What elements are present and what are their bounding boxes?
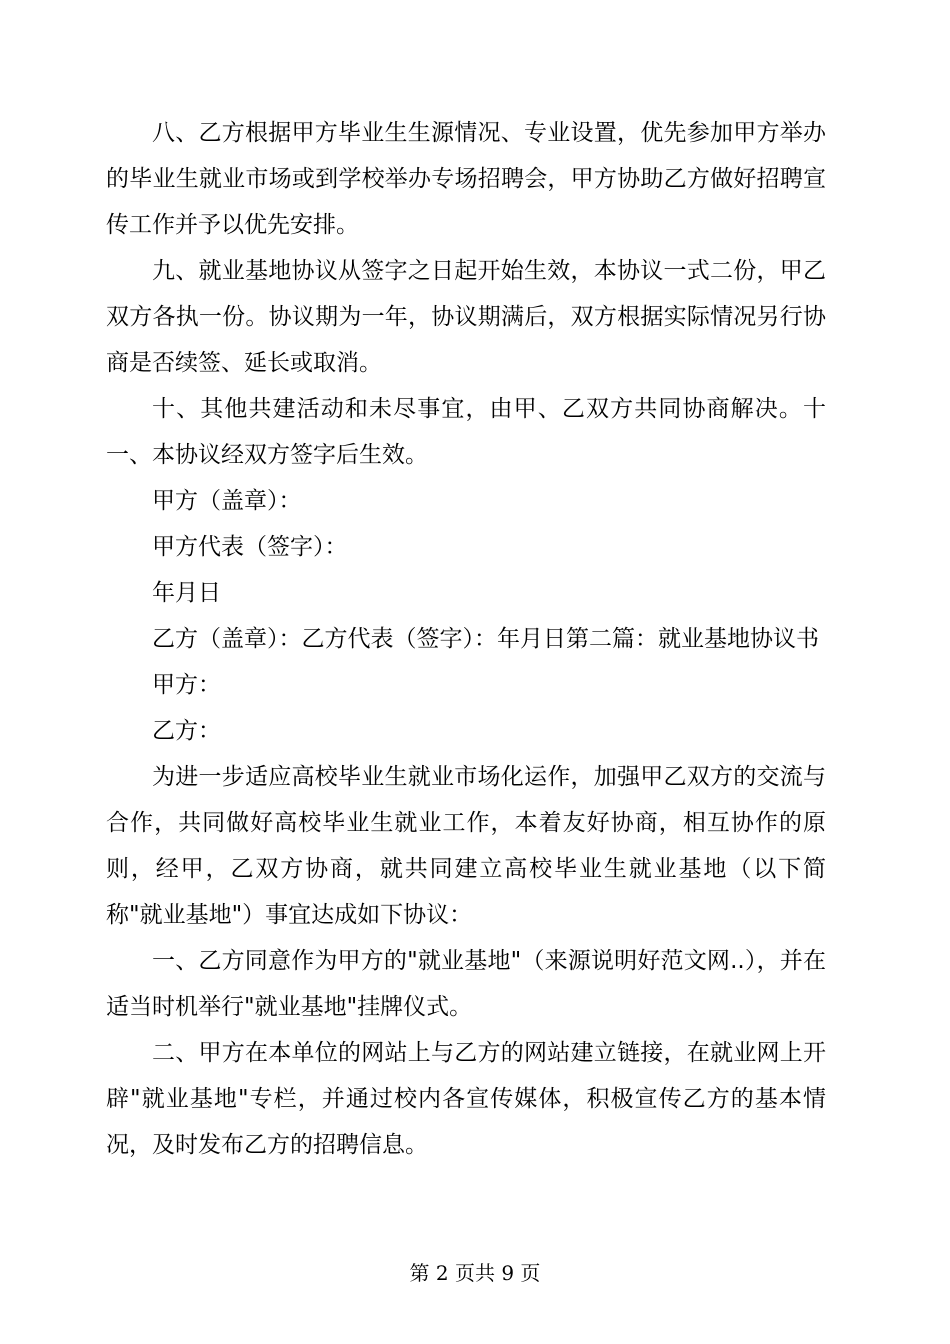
- date-line: 年月日: [152, 580, 221, 606]
- party-a-line: 甲方：: [152, 672, 221, 698]
- party-b-line: 乙方：: [152, 718, 221, 744]
- party-a-seal-line: 甲方（盖章）：: [152, 488, 302, 514]
- preamble-paragraph: 为进一步适应高校毕业生就业市场化运作，加强甲乙双方的交流与合作，共同做好高校毕业生就业工作，本着友好协商，相互协作的原则，经甲，乙双方协商，就共同建立高校毕业生就业基地（以下简称"就业基地"）事宜达成如下协议：: [106, 764, 826, 928]
- party-a-representative-line: 甲方代表（签字）：: [152, 534, 348, 560]
- clause-1-paragraph: 一、乙方同意作为甲方的"就业基地"（来源说明好范文网..），并在适当时机举行"就业基地"挂牌仪式。: [106, 948, 826, 1020]
- clause-9-paragraph: 九、就业基地协议从签字之日起开始生效，本协议一式二份，甲乙双方各执一份。协议期为一年，协议期满后，双方根据实际情况另行协商是否续签、延长或取消。: [106, 258, 826, 376]
- document-body: [106, 110, 826, 1168]
- page-number-footer: 第 2 页共 9 页: [409, 1261, 541, 1285]
- clause-10-paragraph: 十、其他共建活动和未尽事宜，由甲、乙双方共同协商解决。十一、本协议经双方签字后生效。: [106, 396, 826, 468]
- clause-8-paragraph: 八、乙方根据甲方毕业生生源情况、专业设置，优先参加甲方举办的毕业生就业市场或到学校举办专场招聘会，甲方协助乙方做好招聘宣传工作并予以优先安排。: [106, 120, 826, 238]
- party-b-signature-line: 乙方（盖章）：乙方代表（签字）：年月日第二篇：就业基地协议书: [152, 626, 819, 652]
- clause-2-paragraph: 二、甲方在本单位的网站上与乙方的网站建立链接，在就业网上开辟"就业基地"专栏，并通过校内各宣传媒体，积极宣传乙方的基本情况，及时发布乙方的招聘信息。: [106, 1040, 826, 1158]
